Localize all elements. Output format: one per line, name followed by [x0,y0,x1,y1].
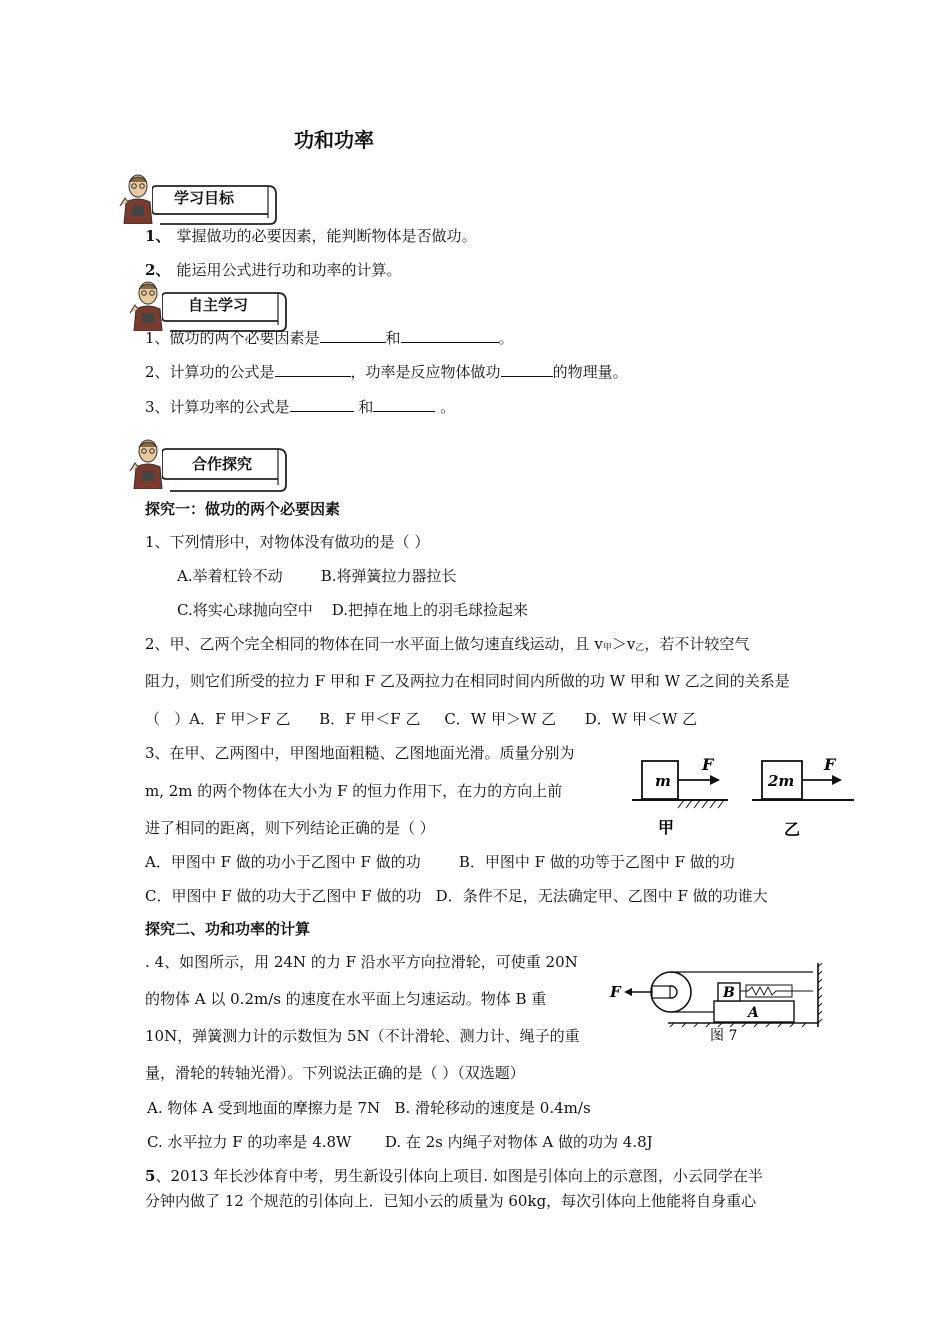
q4-line-4: 量，滑轮的转轴光滑）。下列说法正确的是（ ）（双选题） [145,1064,525,1082]
q4-line-2: 的物体 A 以 0.2m/s 的速度在水平面上匀速运动。物体 B 重 [145,990,547,1008]
label-F: F [610,983,621,1001]
pulley-figure [608,957,823,1047]
explore2-heading: 探究二、功和功率的计算 [145,920,311,938]
goal-item-1: 1、 掌握做功的必要因素，能判断物体是否做功。 [145,227,477,245]
explore1-heading: 探究一：做功的两个必要因素 [145,500,341,518]
q2-line-2: 阻力，则它们所受的拉力 F 甲和 F 乙及两拉力在相同时间内所做的功 W 甲和 W 乙之间的关系是 [145,672,790,690]
goal-item-2: 2、 能运用公式进行功和功率的计算。 [145,261,402,279]
q5-line-1: 5、2013 年长沙体育中考，男生新设引体向上项目. 如图是引体向上的示意图，小云同学在半 [145,1167,763,1185]
q4-options-ab: A. 物体 A 受到地面的摩擦力是 7N B. 滑轮移动的速度是 0.4m/s [147,1099,591,1117]
q2-line-1: 2、甲、乙两个完全相同的物体在同一水平面上做匀速直线运动，且 $v_甲>v_乙$，若不计较空气 [145,635,750,653]
section-title-goals: 学习目标 [174,189,235,207]
q3-options-ab: A．甲图中 F 做的功小于乙图中 F 做的功 B．甲图中 F 做的功等于乙图中 F 做的功 [145,853,735,871]
q2-options: （ ）A．F 甲＞F 乙 B．F 甲＜F 乙 C．W 甲＞W 乙 D．W 甲＜W 乙 [145,710,698,728]
q4-line-3: 10N，弹簧测力计的示数恒为 5N（不计滑轮、测力计、绳子的重 [145,1027,580,1045]
page-title: 功和功率 [294,128,374,152]
label-m: m [655,772,671,790]
label-F-left: F [702,755,714,774]
self-question-2: 2、计算功的公式是 ，功率是反应物体做功 的物理量。 [145,363,628,381]
q3-line-2: m, 2m 的两个物体在大小为 F 的恒力作用下，在力的方向上前 [145,782,563,800]
q4-options-cd: C. 水平拉力 F 的功率是 4.8W D. 在 2s 内绳子对物体 A 做的功为 4.8J [147,1133,653,1151]
q5-line-2: 分钟内做了 12 个规范的引体向上．已知小云的质量为 60kg，每次引体向上他能将自身重心 [145,1192,757,1210]
q4-line-1: . 4、如图所示，用 24N 的力 F 沿水平方向拉滑轮，可使重 20N [145,953,578,971]
label-2m: 2m [768,772,795,790]
section-banner-goals [116,172,286,224]
label-F-right: F [824,755,836,774]
label-yi: 乙 [784,820,801,839]
section-title-self-study: 自主学习 [188,296,249,314]
label-B: B [723,985,735,1001]
self-question-1: 1、做功的两个必要因素是 和 。 [145,329,514,347]
section-banner-cooperate [126,437,296,489]
q3-line-3: 进了相同的距离，则下列结论正确的是（ ） [145,819,435,837]
self-question-3: 3、计算功率的公式是 和 。 [145,398,456,416]
q1-options-ab: A.举着杠铃不动 B.将弹簧拉力器拉长 [177,567,457,585]
label-A: A [748,1005,759,1021]
label-jia: 甲 [658,818,675,837]
q1-stem: 1、下列情形中，对物体没有做功的是（ ） [145,533,430,551]
q3-options-cd: C．甲图中 F 做的功大于乙图中 F 做的功 D．条件不足，无法确定甲、乙图中 F 做的功谁大 [145,887,768,905]
figure-caption: 图 7 [710,1028,738,1044]
block-force-figure [628,753,868,843]
q1-options-cd: C.将实心球抛向空中 D.把掉在地上的羽毛球捡起来 [177,601,529,619]
q3-line-1: 3、在甲、乙两图中，甲图地面粗糙、乙图地面光滑。质量分别为 [145,744,575,762]
section-title-cooperate: 合作探究 [192,455,253,473]
section-banner-self-study [126,279,296,331]
